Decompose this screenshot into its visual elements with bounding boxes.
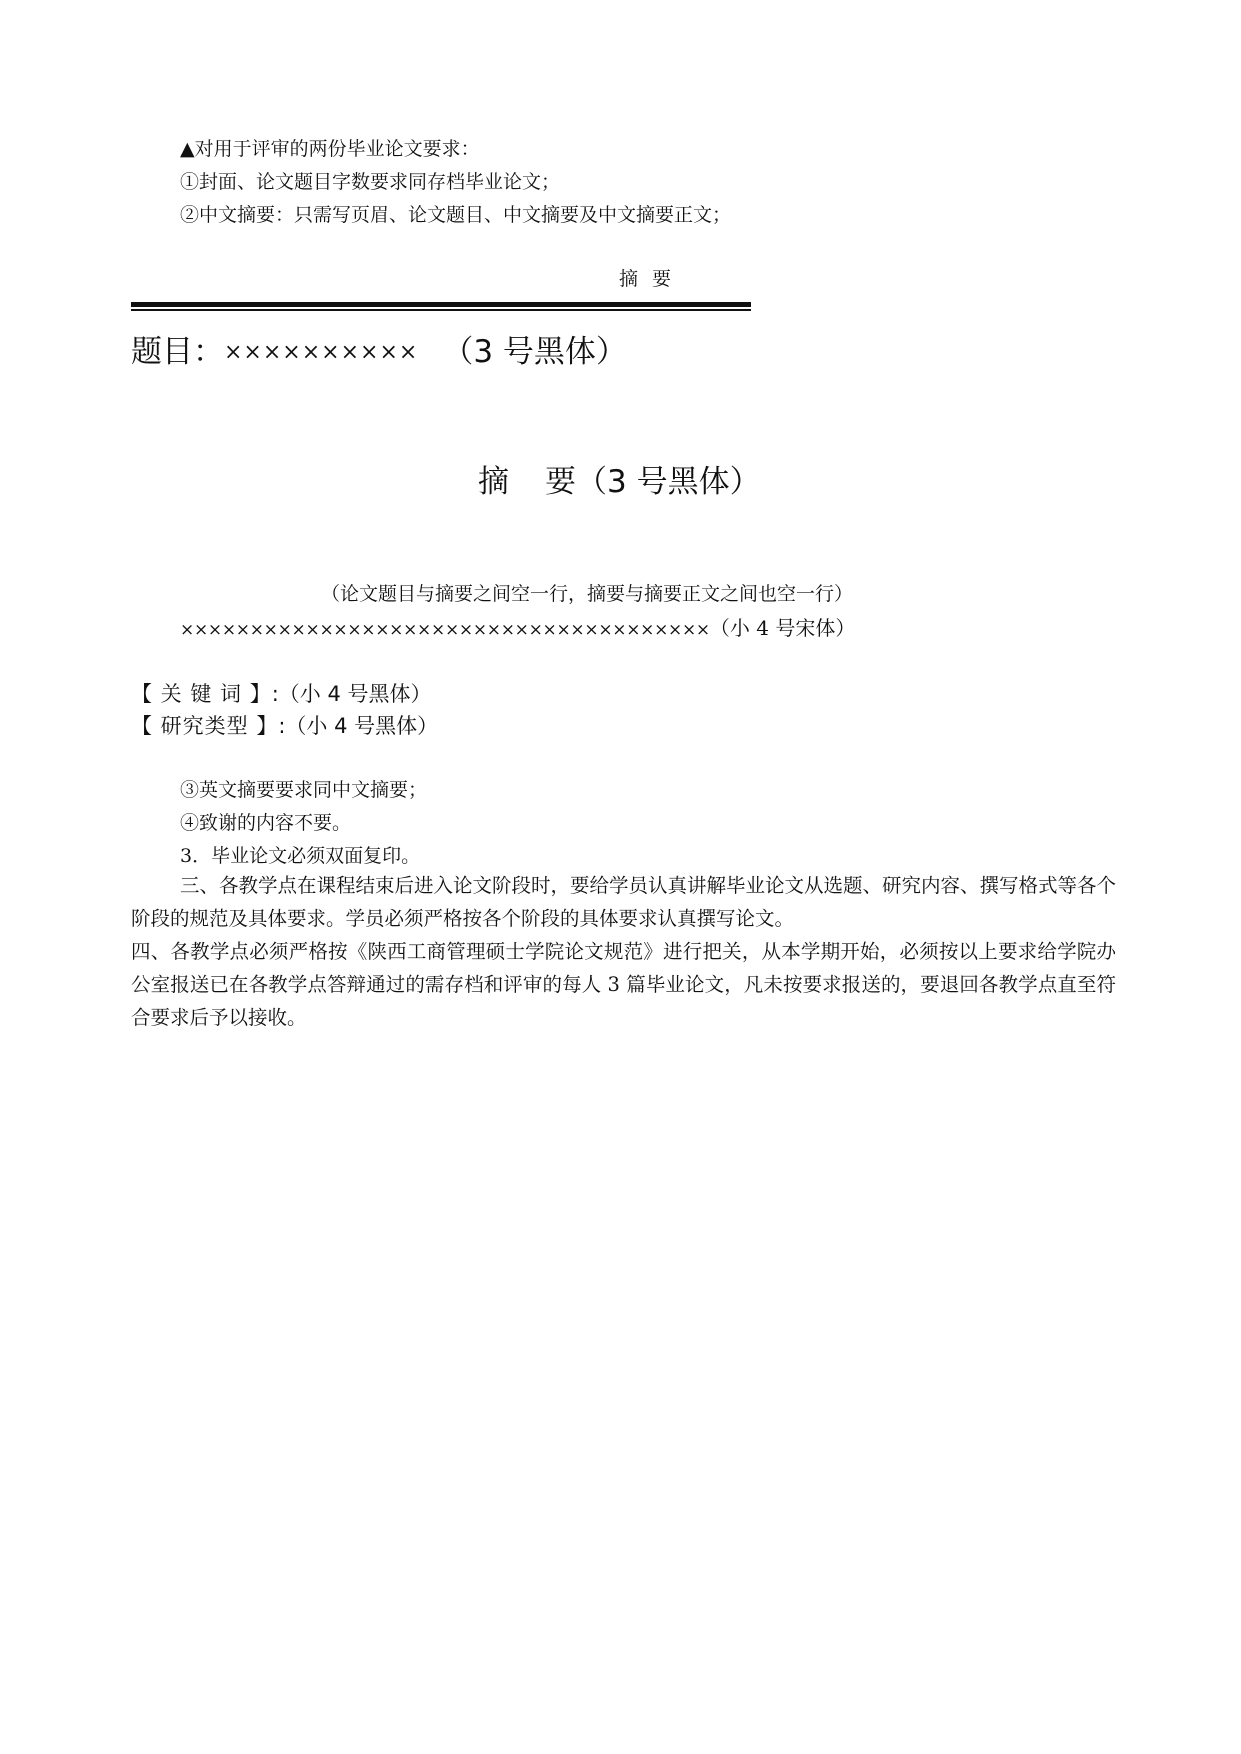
- paragraph-four: 四、各教学点必须严格按《陕西工商管理硕士学院论文规范》进行把关，从本学期开始，必须按以上要求给学院办公室报送已在各教学点答辩通过的需存档和评审的每人 3 篇毕业论文，凡未按要求报送的，要退回各教学点直至符合要求后予以接收。: [131, 940, 1116, 1029]
- review-requirements-heading: ▲对用于评审的两份毕业论文要求：: [180, 138, 480, 160]
- sample-abstract-heading: [478, 456, 761, 501]
- header-rule-thick: [131, 302, 751, 307]
- title-format-note: （3 号黑体）: [442, 334, 627, 370]
- spacing-note: （论文题目与摘要之间空一行，摘要与摘要正文之间也空一行）: [321, 583, 854, 605]
- abstract-format-note: （小 4 号宋体）: [709, 616, 856, 640]
- title-placeholder: ××××××××××: [224, 340, 419, 365]
- sample-keywords-line: [131, 678, 432, 708]
- sample-abstract-body: [180, 612, 855, 641]
- title-label: 题目：: [131, 334, 224, 370]
- abstract-heading-first-char: 摘: [478, 464, 509, 500]
- keywords-format-note: :（小 4 号黑体）: [271, 682, 432, 706]
- requirement-item-1: ①封面、论文题目字数要求同存档毕业论文；: [180, 171, 561, 193]
- requirement-item-3: ③英文摘要要求同中文摘要；: [180, 779, 428, 801]
- research-type-label: 【 研究类型 】: [131, 714, 279, 738]
- research-type-format-note: :（小 4 号黑体）: [278, 714, 439, 738]
- header-rule-thin: [131, 309, 751, 311]
- sample-page-header: 摘 要: [619, 268, 676, 290]
- abstract-heading-rest: 要（3 号黑体）: [545, 464, 761, 500]
- requirement-item-4: ④致谢的内容不要。: [180, 812, 352, 834]
- requirement-item-5: 3．毕业论文必须双面复印。: [180, 845, 421, 867]
- requirement-item-2: ②中文摘要：只需写页眉、论文题目、中文摘要及中文摘要正文；: [180, 204, 732, 226]
- abstract-placeholder: ××××××××××××××××××××××××××××××××××××××: [180, 620, 710, 640]
- sample-research-type-line: [131, 710, 438, 740]
- sample-thesis-title: [131, 326, 627, 371]
- keywords-label: 【 关 键 词 】: [131, 682, 272, 706]
- paragraph-three: 三、各教学点在课程结束后进入论文阶段时，要给学员认真讲解毕业论文从选题、研究内容、撰写格式等各个阶段的规范及具体要求。学员必须严格按各个阶段的具体要求认真撰写论文。: [131, 874, 1117, 930]
